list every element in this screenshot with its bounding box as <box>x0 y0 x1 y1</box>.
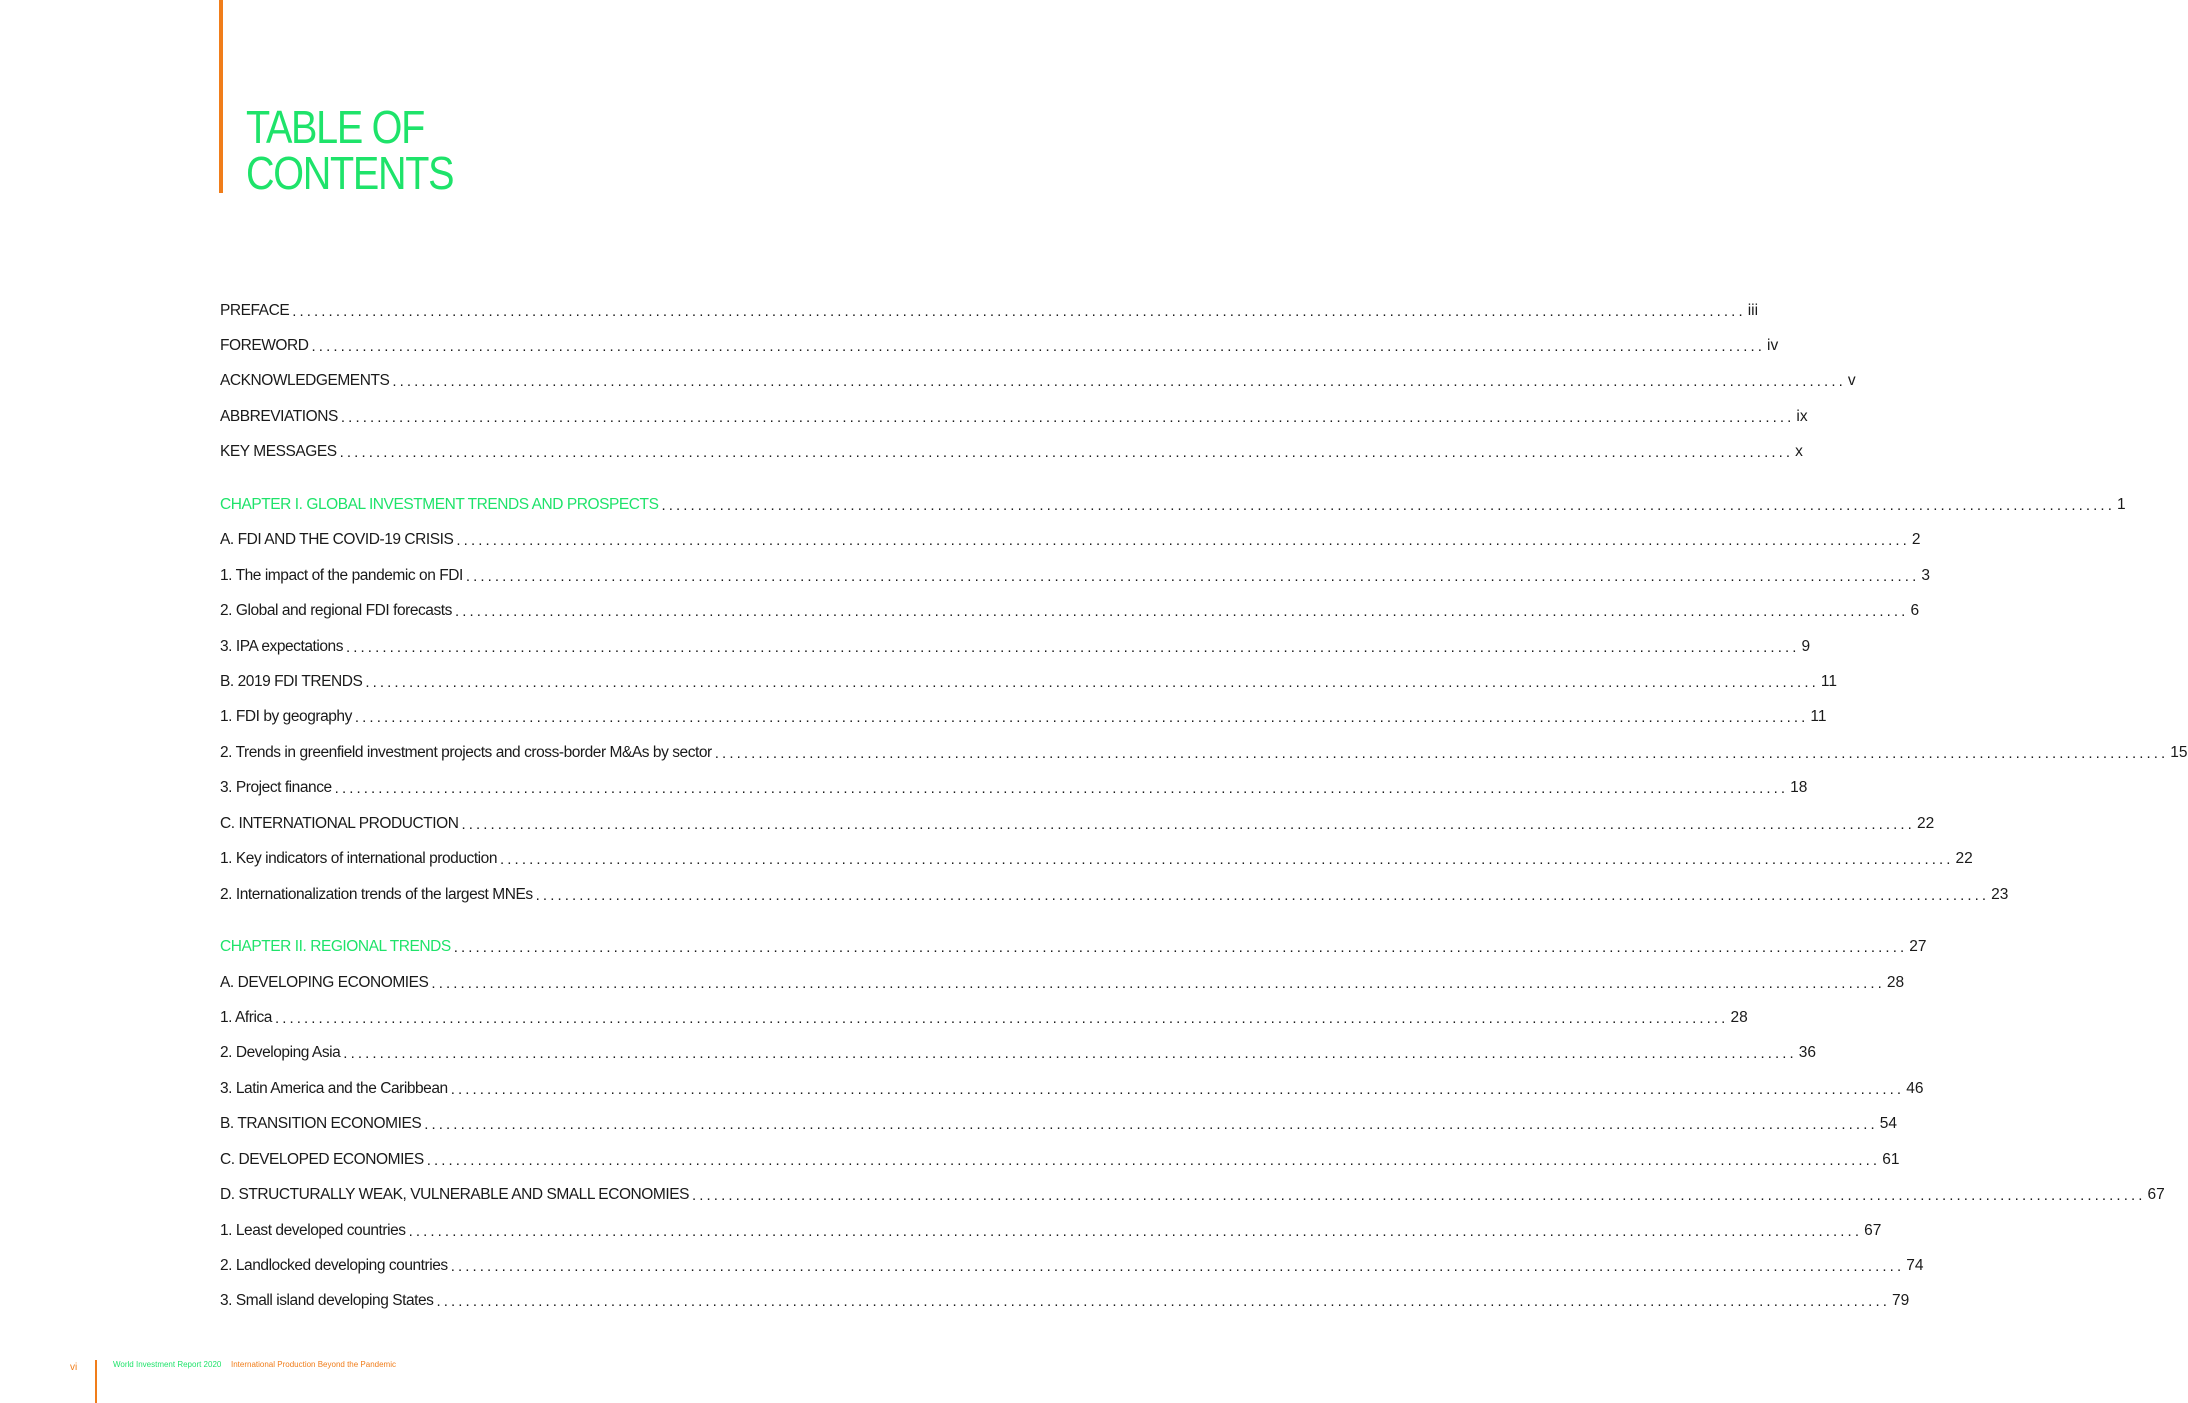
footer-report-subtitle: International Production Beyond the Pandemic <box>231 1360 396 1369</box>
footer-accent-bar <box>95 1360 97 1403</box>
toc-dot-leader: ........................................................................................................................................................................................................ <box>714 744 2169 762</box>
toc-entry[interactable] <box>220 296 1759 326</box>
toc-entry-page: 15 <box>2170 744 2188 761</box>
toc-dot-leader: ........................................................................................................................................................................................................ <box>346 638 1800 656</box>
toc-dot-leader: ........................................................................................................................................................................................................ <box>453 938 1908 956</box>
toc-entry-label: CHAPTER I. GLOBAL INVESTMENT TRENDS AND PROSPECTS <box>220 496 659 513</box>
toc-entry[interactable] <box>220 880 2009 910</box>
toc-entry-label: 1. Key indicators of international production <box>220 850 498 867</box>
toc-entry-label: D. STRUCTURALLY WEAK, VULNERABLE AND SMALL ECONOMIES <box>220 1186 689 1203</box>
toc-entry-label: B. TRANSITION ECONOMIES <box>220 1115 422 1132</box>
toc-entry[interactable] <box>220 968 1905 998</box>
toc-entry-page: 79 <box>1891 1292 1910 1309</box>
toc-entry-page: 27 <box>1909 938 1927 955</box>
toc-entry-page: iii <box>1747 302 1759 319</box>
toc-entry[interactable] <box>220 773 1808 803</box>
toc-dot-leader: ........................................................................................................................................................................................................ <box>408 1222 1863 1240</box>
toc-entry-label: PREFACE <box>220 302 290 319</box>
toc-entry[interactable] <box>220 1038 1817 1068</box>
toc-entry[interactable] <box>220 1216 1882 1246</box>
toc-dot-leader: ........................................................................................................................................................................................................ <box>392 372 1846 390</box>
toc-entry-page: 23 <box>1991 886 2009 903</box>
toc-entry-page: ix <box>1796 408 1808 425</box>
toc-entry[interactable] <box>220 331 1779 361</box>
toc-dot-leader: ........................................................................................................................................................................................................ <box>454 602 1909 620</box>
toc-entry-page: 6 <box>1910 602 1920 619</box>
toc-dot-leader: ........................................................................................................................................................................................................ <box>343 1044 1797 1062</box>
toc-entry-label: A. FDI AND THE COVID-19 CRISIS <box>220 531 454 548</box>
toc-entry-page: 61 <box>1882 1151 1900 1168</box>
toc-dot-leader: ........................................................................................................................................................................................................ <box>456 531 1910 549</box>
toc-entry-page: 28 <box>1886 974 1905 991</box>
toc-entry[interactable] <box>220 632 1811 662</box>
toc-entry-label: 1. Least developed countries <box>220 1222 406 1239</box>
footer-page-number: vi <box>70 1362 78 1373</box>
toc-dot-leader: ........................................................................................................................................................................................................ <box>334 779 1789 797</box>
toc-entry-page: 22 <box>1955 850 1973 867</box>
toc-dot-leader: ........................................................................................................................................................................................................ <box>692 1186 2146 1204</box>
toc-entry[interactable] <box>220 809 1935 839</box>
toc-entry-page: 9 <box>1801 638 1811 655</box>
page-title-line-1: TABLE OF <box>246 101 425 153</box>
toc-entry-page: 18 <box>1790 779 1808 796</box>
toc-entry[interactable] <box>220 366 1856 396</box>
toc-entry-label: B. 2019 FDI TRENDS <box>220 673 363 690</box>
toc-entry-label: CHAPTER II. REGIONAL TRENDS <box>220 938 451 955</box>
toc-chapter-entry[interactable] <box>220 932 1927 962</box>
toc-dot-leader: ........................................................................................................................................................................................................ <box>431 974 1885 992</box>
toc-dot-leader: ........................................................................................................................................................................................................ <box>450 1257 1905 1275</box>
toc-entry-page: 54 <box>1879 1115 1897 1132</box>
toc-entry-label: 3. Small island developing States <box>220 1292 434 1309</box>
toc-entry[interactable] <box>220 1251 1924 1281</box>
toc-entry-label: 2. Landlocked developing countries <box>220 1257 448 1274</box>
title-accent-bar <box>219 0 223 193</box>
toc-dot-leader: ........................................................................................................................................................................................................ <box>339 443 1794 461</box>
toc-entry-label: 2. Global and regional FDI forecasts <box>220 602 452 619</box>
toc-entry[interactable] <box>220 1180 2165 1210</box>
toc-dot-leader: ........................................................................................................................................................................................................ <box>340 408 1795 426</box>
toc-entry[interactable] <box>220 1003 1748 1033</box>
toc-dot-leader: ........................................................................................................................................................................................................ <box>354 708 1809 726</box>
toc-entry-label: ACKNOWLEDGEMENTS <box>220 372 390 389</box>
footer-report-title: World Investment Report 2020 <box>113 1360 222 1369</box>
page-title-line-2: CONTENTS <box>246 147 454 199</box>
toc-dot-leader: ........................................................................................................................................................................................................ <box>365 673 1819 691</box>
toc-entry-label: 1. Africa <box>220 1009 272 1026</box>
toc-entry-label: FOREWORD <box>220 337 309 354</box>
toc-entry-label: KEY MESSAGES <box>220 443 337 460</box>
toc-entry[interactable] <box>220 1145 1900 1175</box>
toc-chapter-entry[interactable] <box>220 490 2126 520</box>
toc-dot-leader: ........................................................................................................................................................................................................ <box>426 1151 1881 1169</box>
toc-entry-page: 11 <box>1820 673 1837 690</box>
toc-entry-label: 1. FDI by geography <box>220 708 352 725</box>
toc-entry-page: 2 <box>1911 531 1921 548</box>
toc-entry[interactable] <box>220 667 1837 697</box>
toc-entry-label: 2. Trends in greenfield investment projects and cross-border M&As by sector <box>220 744 712 761</box>
toc-entry[interactable] <box>220 1286 1910 1316</box>
toc-entry[interactable] <box>220 596 1920 626</box>
toc-dot-leader: ........................................................................................................................................................................................................ <box>436 1292 1890 1310</box>
toc-entry-label: A. DEVELOPING ECONOMIES <box>220 974 429 991</box>
toc-entry-label: 2. Developing Asia <box>220 1044 341 1061</box>
page-title <box>246 101 454 199</box>
toc-entry-page: 3 <box>1921 567 1930 584</box>
toc-entry-page: 22 <box>1916 815 1935 832</box>
toc-entry-label: ABBREVIATIONS <box>220 408 338 425</box>
toc-entry-page: 67 <box>2147 1186 2165 1203</box>
toc-dot-leader: ........................................................................................................................................................................................................ <box>292 302 1746 320</box>
toc-entry-page: iv <box>1767 337 1779 354</box>
toc-entry[interactable] <box>220 738 2188 768</box>
toc-entry[interactable] <box>220 702 1827 732</box>
toc-dot-leader: ........................................................................................................................................................................................................ <box>274 1009 1729 1027</box>
toc-entry-label: C. INTERNATIONAL PRODUCTION <box>220 815 459 832</box>
toc-entry[interactable] <box>220 844 1973 874</box>
toc-entry[interactable] <box>220 561 1930 591</box>
toc-dot-leader: ........................................................................................................................................................................................................ <box>450 1080 1905 1098</box>
toc-entry-label: C. DEVELOPED ECONOMIES <box>220 1151 424 1168</box>
toc-entry-page: 28 <box>1730 1009 1748 1026</box>
toc-entry[interactable] <box>220 1109 1897 1139</box>
toc-entry-page: 67 <box>1864 1222 1882 1239</box>
toc-dot-leader: ........................................................................................................................................................................................................ <box>461 815 1915 833</box>
toc-entry[interactable] <box>220 1074 1924 1104</box>
toc-dot-leader: ........................................................................................................................................................................................................ <box>535 886 1990 904</box>
toc-entry[interactable] <box>220 525 1921 555</box>
toc-dot-leader: ........................................................................................................................................................................................................ <box>465 567 1920 585</box>
toc-entry-page: 46 <box>1906 1080 1924 1097</box>
toc-entry-page: 36 <box>1798 1044 1817 1061</box>
toc-entry-page: 1 <box>2116 496 2126 513</box>
toc-dot-leader: ........................................................................................................................................................................................................ <box>661 496 2115 514</box>
toc-entry-page: 74 <box>1906 1257 1924 1274</box>
toc-entry-label: 2. Internationalization trends of the largest MNEs <box>220 886 533 903</box>
toc-entry-label: 3. Project finance <box>220 779 332 796</box>
toc-entry-page: v <box>1847 372 1856 389</box>
toc-entry-label: 1. The impact of the pandemic on FDI <box>220 567 463 584</box>
toc-entry[interactable] <box>220 437 1803 467</box>
toc-dot-leader: ........................................................................................................................................................................................................ <box>500 850 1954 868</box>
toc-entry-page: 11 <box>1810 708 1827 725</box>
toc-entry-page: x <box>1795 443 1803 460</box>
toc-dot-leader: ........................................................................................................................................................................................................ <box>424 1115 1878 1133</box>
toc-entry-label: 3. Latin America and the Caribbean <box>220 1080 448 1097</box>
toc-entry[interactable] <box>220 402 1808 432</box>
toc-dot-leader: ........................................................................................................................................................................................................ <box>311 337 1766 355</box>
toc-entry-label: 3. IPA expectations <box>220 638 343 655</box>
